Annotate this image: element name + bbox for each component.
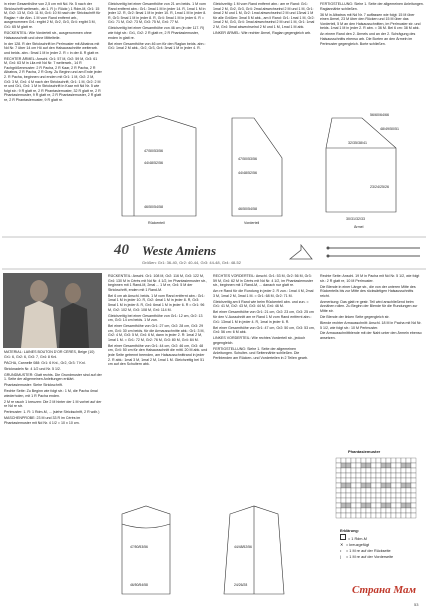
chart-cell [341,458,346,463]
pattern-title: Weste Amiens [142,243,217,258]
chart-cell [406,493,411,498]
chart-cell [366,458,371,463]
pattern-number: 40 [114,242,129,258]
chart-cell [351,473,356,478]
chart-cell [396,458,401,463]
chart-cell [391,498,396,503]
chart-cell [356,488,361,493]
chart-cell [366,478,371,483]
chart-cell [401,503,406,508]
chart-cell [381,473,386,478]
chart-cell [401,483,406,488]
chart-cell [341,488,346,493]
chart-cell [366,493,371,498]
lower-col2-para-1: RÜCKENTEIL: Anschl. Gr1: 108 M, Gr2: 116 M, Gr3: 122 M, Gr4: 130 M in Cérès mit Nd Nr. 4 1/2, im Phantasiemuster str., beginnen mit 1 Rand-M, 2mal ... 1 M re, Gr4: 5 M der Strickschrift, enden mit 1 Rand-M. [108,274,207,292]
chart-cell [336,463,341,468]
chart-cell [351,498,356,503]
lower-col2-para-2: Bei 6 cm ab Anschl. beids. 1 M vom Rand entfernt abn.: Gr1: 1mal 1 M in jeder 10. R, Gr2: 4mal 1 M in jeder 8. R, Gr3: 5mal 1 M in jeder 8. R, Gr4: 6mal 1 M in jeder 6. R = Gr1: 96 M, Gr2: 102 M, Gr3: 108 M, Gr4: 114 M. [108,293,205,312]
diag-front-h1: 44/48/52/56 [144,161,163,165]
chart-cell [346,473,351,478]
chart-cell [371,478,376,483]
legend-row-1 [340,534,422,542]
stitch-chart-grid [334,456,422,526]
chart-cell [371,513,376,518]
chart-cell [386,488,391,493]
chart-cell [411,483,416,488]
model-silhouette-icon [3,273,102,348]
diag-sleeve-low: 23/24/25/26 [370,185,389,189]
chart-cell [396,463,401,468]
chart-cell [361,488,366,493]
chart-cell [401,498,406,503]
chart-cell [391,513,396,518]
lower-col4-para-1: Rechte Seite: Anschl. 19 M in Pacha mit Nd Nr. 5 1/2, wie folgt str.: 2 R glatt re, 10 M Perlmuster. [320,274,420,283]
chart-cell [341,463,346,468]
lower-col3-para-2: Am re Rand für die Rundung in jeder 2. R zun.: 1mal 4 M, 2mal 3 M, 1mal 2 M, 3mal 1 M. = Gr1: 68 M, Gr2: 71 M. [213,289,314,298]
chart-cell [411,488,416,493]
lower-col3-para-7: FERTIGSTELLUNG: Siehe 1. Seite der allgemeinen Anleitungen. Schulter- und Seitennähte schließen. Die Perlblenden am Rücken- und Vorderteilen in 2 Teilen gearb. [213,346,309,360]
top-col4-para-1: FERTIGSTELLUNG: Siehe 1. Seite der allgemeinen Anleitungen. Raglannähte schließen. [320,2,424,11]
chart-cell [341,478,346,483]
chart-cell [381,503,386,508]
top-col4-para-2: 36 M in Albatros mit Nd Nr. 7 auffassen wie folgt: 15 M über einen Ärmel, 23 M über den Rücken und 15 M über das Vorderteil, 5 M an den Halsausschnitten, im Perlmuster str. und beids. 1mal 1 M in jeder 2. R abn. = 36 M. Bei 6 cm: 38 M abk. [320,12,421,31]
chart-cell [341,503,346,508]
chart-cell [386,493,391,498]
chart-cell [376,508,381,513]
lower-col2-para-3: Gleichzeitig bei einer Gesamthöhe von Gr1: 12 cm, Gr2: 13 cm, Gr3: 14 cm beids. 1 M zun. [108,313,203,323]
chart-cell [371,488,376,493]
top-col2-para-2: Gleichzeitig bei einer Gesamthöhe von 46 cm (in der 117. R) wie folgt str.: Gr1, Gr2: 2 R glatt re, 2 R Phantasiemuster, enden in glatt re. [108,26,205,40]
chart-cell [346,493,351,498]
chart-legend [340,528,422,560]
legend-text-1: = 1 Rdm-M [348,537,367,541]
chart-cell [366,463,371,468]
page-number: 53 [414,602,419,607]
chart-cell [361,473,366,478]
chart-cell [351,478,356,483]
chart-cell [391,458,396,463]
lower-col1-para-7: 2 M re rauch 1 kreuzen: Die 2 M hinter der 1 M vorbei auf der re Nd re str. [4,399,102,409]
chart-cell [376,483,381,488]
chart-cell [381,468,386,473]
chart-cell [391,503,396,508]
lower-col1-para-6: Rechte Seite: Zu Beginn wie folgt str.: 1 M, die Pacha 4mal wiederholen, mit 1 R Pacha enden. [4,389,98,398]
chart-cell [341,508,346,513]
legend-text-2: = kreuzgefügt [346,543,370,547]
diag-caption-back: Rückenteil [148,221,165,225]
top-col1-para-4: RECHTER ÄRMEL: Anschl. Gr1: 57 M, Gr2: 59 M, Gr3: 61 M, Gr4: 63 M in Lila mit Nd Nr. 7 weiterarb., 14 R Fachgrößenmuster: 2 R Pacha, 2 R Kaar, 2 R Pacha, 2 R Albatros, 2 R Pacha, 2 R Gray. Zu Beginn und am Ende jeder 2. R Pacha, beginnen und enden mit Gr1: 1 M, Gr2: 2 M, Gr3: 3 M, Gr4: 4 M nach der Strickschrift, Gr1: 1 M, Gr2: 2 M re und Gr1, Gr4: 1 M in Strickschrift in Kaar mit Nd Nr. 5 wie folgt str.: 9 R glatt re, 2 R Phantasiemuster, 32 R glatt re, 2 R Phantasiemuster, 9 R glatt re, 2 R Phantasiemuster, 2 R glatt re, 2 R Phantasiemuster, 9 R glatt re. [4,56,102,103]
diag-sleeve-w: 32/35/38/41 [348,141,367,145]
chart-cell [336,473,341,478]
chart-cell [406,488,411,493]
chart-cell [406,483,411,488]
chart-cell [386,468,391,473]
chart-cell [346,498,351,503]
chart-cell [396,508,401,513]
chart-cell [346,458,351,463]
chart-cell [361,478,366,483]
chart-cell [346,483,351,488]
lower-col1-para-4: GRUNDMUSTER: Glatt rechts. Die Grundmuster sind auf der 1. Seite der allgemeinen Anleitungen erklärt. [4,372,102,382]
top-col1-para-2: RÜCKENTEIL: Wie Vorderteil str., ausgenommen ohne Halsausschnitt und ohne Mittelteile. [4,30,92,40]
chart-cell [376,468,381,473]
top-col2-para-1: Gleichzeitig bei einer Gesamthöhe von 21 cm beids. 1 M vom Rand entfernt abn.: Gr1: 3mal 1 M in jeder 14. R, 1mal 1 M in jeder 12. R, Gr2: 5mal 1 M in jeder 10. R, 1mal 1 M in jeder 8. R, Gr3: 5mal 1 M in jeder 8. R, Gr4: 5mal 1 M in jeder 6. R = Gr1: 71 M, Gr2: 73 M, Gr3: 75 M, Gr4: 77 M. [108,2,207,25]
chart-cell [361,463,366,468]
chart-cell [401,463,406,468]
lower-text-col-4 [320,274,424,448]
top-col3-para-1: Gleichzeitig: 1 M vom Rand entfernt abn.: am re Rand: Gr1: 1mal 2 M, Gr2, Gr3, Gr4: 2mal abwechselnd 2 M und 1 M, Gr1: 4mal 2 M und 1 M, Gr2: 1mal abwechselnd 2 M und 13mal 1 M für alle Größen: 3mal 5 M abk., am li Rand: Gr1: 1mal 1 M, Gr2: 1mal 2 M, Gr3, Gr4: 3mal abwechselnd 2 M und 1 M, Gr1: 1mal 2 M, Gr4: 5mal abwechselnd 2 M und 1 M, 1mal 1 M abk. [213,2,315,29]
chart-cell [411,473,416,478]
chart-cell [411,503,416,508]
chart-cell [401,488,406,493]
chart-cell [401,478,406,483]
chart-cell [341,483,346,488]
legend-text-4: = 1 M re auf der Vorderseite [346,555,394,559]
lower-col3-para-3: Gleichzeitig am li Rand wie beim Rückenteil abn. und zun. = Gr1: 41 M, Gr2: 43 M, Gr3: 44 M, Gr4: 46 M. [213,299,309,309]
chart-cell [356,473,361,478]
chart-cell [396,483,401,488]
chart-cell [371,508,376,513]
lower-col4-para-3: Anmerkung: Das glatt re gestr. Teil wird anschließend beim Annähen rollen. Zu Beginn der Blende für die Rundungen zur Mitte str. [320,299,418,313]
chart-cell [376,488,381,493]
chart-cell [361,508,366,513]
lower-col4-para-5: Blende rechter Armausschnitt: Anschl. 18 M in Pacha mit Nd Nr. 5 1/2, wie folgt str.: 10 M Perlmuster. [320,320,422,330]
pattern-title-band [2,236,426,270]
chart-cell [346,463,351,468]
chart-cell [351,458,356,463]
lower-col1-para-9: MASCHENPROBE: 23 M und 33 R im Cérès im Phantasiemuster mit Nd Nr. 4 1/2 = 10 x 10 cm. [4,416,81,425]
chart-cell [371,468,376,473]
lower-col2-para-4: Bei einer Gesamthöhe von Gr1: 27 cm, Gr2: 28 cm, Gr3: 29 cm, Gr4: 30 cm beids. für die Armausschnitte abk.: Gr1: 3 M, Gr2: 4 M, Gr3: 5 M, Gr4: 6 M, dann in jeder 2. R: 1mal 2 M, 1mal 1 M. = Gr1: 72 M, Gr2: 76 M, Gr3: 80 M, Gr4: 84 M. [108,324,205,342]
chart-cell [361,493,366,498]
top-text-col-4 [320,2,424,106]
chart-cell [391,478,396,483]
chart-cell [336,498,341,503]
chart-cell [401,473,406,478]
diag-caption-front: Vorderteil [244,221,260,225]
chart-cell [346,503,351,508]
lower-text-col-2 [108,274,208,496]
diag-sleeve-mid: 48/49/50/51 [380,127,399,131]
chart-cell [406,503,411,508]
chart-cell [361,503,366,508]
chart-cell [396,468,401,473]
chart-cell [406,458,411,463]
chart-cell [356,478,361,483]
chart-cell [411,508,416,513]
chart-cell [381,488,386,493]
chart-cell [401,508,406,513]
lower-text-col-1 [4,350,102,606]
lower-col1-para-3: Stricknadeln Nr. 4 1/2 und Nr. 5 1/2. [4,366,61,371]
top-col4-para-3: An einem Rand den 2. Ärmels und an der 2. Schrägung des Halsausschnitts ebenso arb. Die Borten an den Ärmeln im Perlmuster gegengleich. Borte schließen. [320,32,416,46]
lower-col3-para-5: Bei einer Gesamthöhe von Gr1: 47 cm, Gr2: 50 cm, Gr3: 53 cm, Gr4: 56 cm: 6 M abk. [213,325,315,335]
chart-cell [406,478,411,483]
chart-cell [336,503,341,508]
chart-cell [341,493,346,498]
chart-cell [396,493,401,498]
chart-cell [411,463,416,468]
chart-cell [376,458,381,463]
chart-cell [371,493,376,498]
chart-cell [361,483,366,488]
chart-cell [386,483,391,488]
chart-cell [346,513,351,518]
lower-col1-para-1: MATERIAL: LAINES BOUTON D'OR CÉRÈS, Beige (10) Gr1: 6, Gr2: 6, Gr3: 7, Gr4: 8 Knl. [4,350,95,359]
diag-sleeve-base: 30/31/32/33 [346,217,365,221]
lower-col4-para-2: Die Blende in einer Länge str., die von der unteren Mitte des Rückenteils bis zur Mitte des rückwärtigen Halsausschnitts reicht. [320,284,416,298]
lower-col3-para-6: LINKES VORDERTEIL: Wie rechtes Vorderteil str., jedoch gegengleich. [213,336,306,345]
chart-cell [366,503,371,508]
lower-col4-para-6: Die Armausschnittblende mit der Naht unter den Ärmeln ebenso ansetzen. [320,331,422,341]
chart-cell [386,463,391,468]
lower-schematics [108,498,318,604]
chart-cell [336,483,341,488]
chart-cell [356,498,361,503]
chart-cell [406,508,411,513]
chart-cell [371,473,376,478]
lower-col2-para-5: Bei einer Gesamthöhe von Gr1: 44 cm, Gr2: 46 cm, Gr3: 48 cm, Gr4: 50 cm für den Halsausschnitt die mittl. 20 M abk. und jede Seite getrennt beenden, am Halsausschnittrand in jeder 2. R abk.: 1mal 3 M, 1mal 2 M, 1mal 1 M. Gleichzeitig bei 51 cm auf den Schultern abk. [108,343,208,367]
chart-cell [386,473,391,478]
chart-cell [391,463,396,468]
chart-cell [411,468,416,473]
diag-mid-h2: 47/50/53/56 [238,157,257,161]
chart-cell [381,483,386,488]
chart-cell [411,478,416,483]
chart-cell [401,468,406,473]
chart-cell [336,458,341,463]
chart-cell [391,493,396,498]
chart-cell [406,473,411,478]
stitch-chart-title: Phantasiemuster [348,449,381,454]
chart-cell [401,458,406,463]
chart-cell [381,458,386,463]
chart-cell [381,513,386,518]
chart-cell [381,508,386,513]
lower-diag-label-2: 46/50/54/58 [130,583,148,587]
chart-cell [366,488,371,493]
chart-cell [406,498,411,503]
chart-cell [376,503,381,508]
chart-cell [381,478,386,483]
lower-col1-para-8: Perlmuster: 1. R: 1 Rdm-M, ... (siehe Strickschrift, 2 R wdh.) [4,410,100,415]
diag-caption-sleeve: Ärmel [354,225,364,229]
legend-text-3: = 1 M re auf der Rückseite [346,549,391,553]
chart-cell [381,498,386,503]
chart-cell [371,458,376,463]
chart-cell [396,513,401,518]
empty-square-icon [340,534,346,540]
chart-cell [376,493,381,498]
chart-cell [366,468,371,473]
chart-cell [396,478,401,483]
chart-cell [366,483,371,488]
chart-cell [406,463,411,468]
chart-cell [336,508,341,513]
chart-cell [391,473,396,478]
chart-cell [356,463,361,468]
chart-cell [411,493,416,498]
dot-stitch-icon: • [340,549,342,553]
chart-cell [386,513,391,518]
chart-cell [356,483,361,488]
chart-cell [411,513,416,518]
chart-cell [391,488,396,493]
chart-cell [396,503,401,508]
model-photo [3,273,102,348]
lower-col1-para-5: Phantasiemuster: Siehe Strickschrift. [4,383,63,388]
chart-cell [361,468,366,473]
chart-cell [411,458,416,463]
top-text-col-2 [108,2,208,106]
watermark: Страна Мам [352,584,417,596]
chart-cell [351,488,356,493]
chart-cell [381,493,386,498]
chart-cell [401,493,406,498]
chart-cell [371,503,376,508]
chart-cell [351,463,356,468]
top-col3-para-2: LINKER ÄRMEL: Wie rechter Ärmel, Raglan gegengleich arb. [213,30,312,35]
chart-cell [341,468,346,473]
chart-cell [406,468,411,473]
chart-cell [366,473,371,478]
lower-diag-label-3: 44/48/52/56 [234,545,252,549]
pattern-sizes: Größen: Gr1: 36-40, Gr2: 40-44, Gr3: 44-48, Gr4: 48-52 [142,260,241,265]
diag-front-w: 46/50/54/58 [144,205,163,209]
chart-cell [336,478,341,483]
chart-cell [346,468,351,473]
chart-cell [356,493,361,498]
chart-cell [386,478,391,483]
legend-row-4 [340,554,422,560]
chart-cell [356,458,361,463]
chart-cell [371,498,376,503]
lower-col1-para-2: PACHA, Cannelle 088: Gr1: 6 Knl., Gr2, Gr3: 7 Knl. [4,360,86,365]
chart-cell [351,468,356,473]
chart-cell [386,498,391,503]
chart-cell [336,488,341,493]
chart-cell [406,513,411,518]
top-schematics [104,108,426,236]
chart-cell [351,493,356,498]
lower-col3-para-4: Bei einer Gesamthöhe von Gr1: 21 cm, Gr2: 23 cm, Gr3: 25 cm für den V-Ausschnitt am re Rand 1 M vom Rand entfernt abn.: Gr1: 13mal 1 M in jeder 4. R, 1mal in jeder 6. R. [213,310,314,324]
chart-cell [366,508,371,513]
chart-cell [391,483,396,488]
lower-diag-label-1: 47/50/53/56 [130,545,148,549]
needles-icon [324,242,424,264]
chart-cell [361,498,366,503]
chart-cell [396,488,401,493]
diag-front-h2: 47/50/53/56 [144,149,163,153]
chart-cell [371,463,376,468]
chart-cell [376,498,381,503]
chart-cell [351,508,356,513]
chart-cell [411,498,416,503]
chart-cell [346,478,351,483]
diag-sleeve-top: 56/60/64/66 [370,113,389,117]
chart-cell [346,488,351,493]
top-text-col-1 [4,2,102,234]
chart-cell [356,468,361,473]
diag-mid-w: 46/50/54/58 [238,207,257,211]
chart-cell [341,513,346,518]
chart-cell [346,508,351,513]
chart-cell [381,463,386,468]
chart-cell [376,513,381,518]
chart-cell [391,508,396,513]
chart-cell [376,463,381,468]
chart-cell [386,503,391,508]
chart-cell [396,473,401,478]
chart-cell [361,513,366,518]
chart-cell [371,483,376,488]
chart-cell [391,468,396,473]
chart-cell [361,458,366,463]
lower-col4-para-4: Die Blende der linken Seite gegengleich str. [320,314,390,319]
chart-cell [366,498,371,503]
cross-stitch-icon: ✕ [340,543,344,547]
top-col2-para-3: Bei einer Gesamthöhe von 46 cm für den Raglan beids. abn.: Gr1: 1mal 2 M abk., Gr2, Gr3, Gr4: 3mal 1 M in jeder 4. R. [108,41,206,51]
top-col1-para-1: in einer Gesamthöhe von 2,5 cm mit Nd. Nr. 5 nach der Strickschrift weiterarb., ab 1. R (= Rückr.) 1 Rdm-M, Gr1: 15 M, Gr2: 13 M, Gr3: 11 M, Gr4: 10 M nach der Strickschrift für Raglan + die Abn. 1 M vom Rand entfernt arb., ausgenommen Gr1: ergibt 2 M, Gr2, Gr3, Gr4: ergibt 3 M, Gr1: 65 M glatt re. [4,2,101,29]
legend-title: Erklärung: [340,529,359,533]
chart-cell [386,458,391,463]
top-text-col-3 [213,2,315,106]
chart-cell [356,508,361,513]
chart-cell [351,513,356,518]
hanger-icon [288,241,314,265]
chart-cell [356,513,361,518]
chart-cell [356,503,361,508]
bar-stitch-icon: | [340,555,341,559]
chart-cell [351,503,356,508]
chart-cell [376,478,381,483]
chart-cell [351,483,356,488]
lower-text-col-3 [213,274,315,496]
chart-cell [341,473,346,478]
lower-col3-para-1: RECHTES VORDERTEIL: Anschl. Gr1: 53 M, Gr2: 56 M, Gr3: 59 M, Gr4: 62 M in Cérès mit Nd Nr. 4 1/2, im Phantasiemuster str., beginnen mit 1 Rand-M, ... danach nur glatt re. [213,274,314,288]
top-col1-para-3: In der 128. R der Strickschrift im Perlmuster mit Albatros mit Nd Nr. 7 über 14 cm Hö auf den Halsausschnitte weiterarb. und beids. abn.: 5mal 1 M in jeder 2. R = in der 8. R glatt re. [4,41,100,55]
diag-mid-h1: 44/48/52/56 [238,171,257,175]
chart-cell [341,498,346,503]
chart-cell [396,498,401,503]
chart-cell [336,468,341,473]
chart-cell [376,473,381,478]
chart-cell [386,508,391,513]
chart-cell [366,513,371,518]
chart-cell [401,513,406,518]
chart-cell [336,493,341,498]
chart-cell [336,513,341,518]
lower-diag-label-4: 24/26/28 [234,583,248,587]
